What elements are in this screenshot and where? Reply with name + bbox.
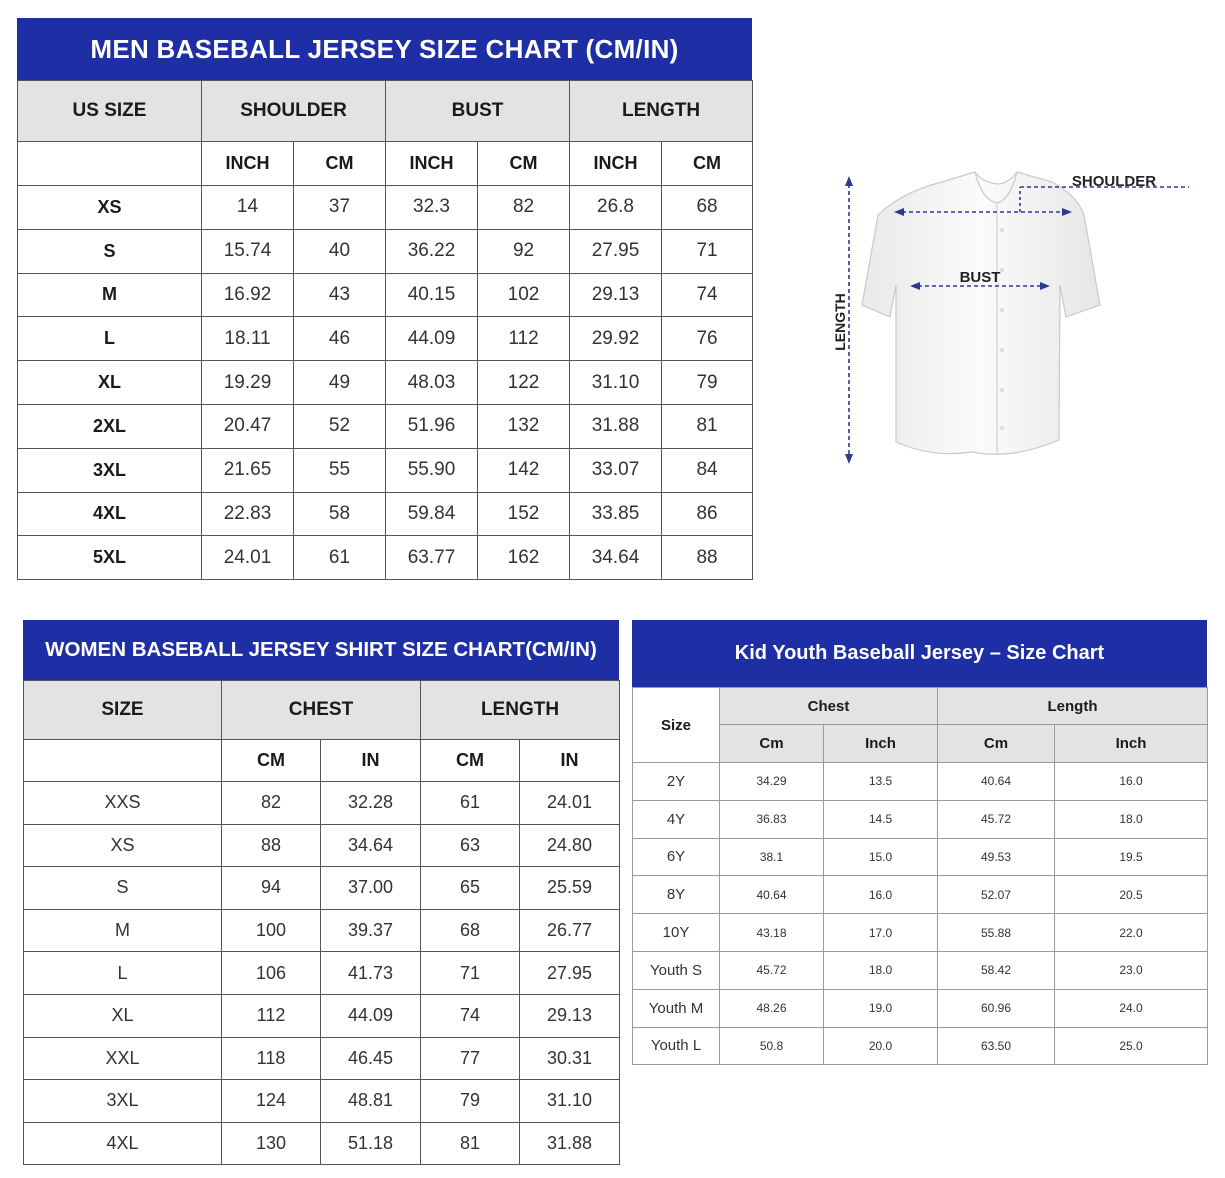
men-value-cell: 20.47 bbox=[202, 404, 294, 448]
men-value-cell: 48.03 bbox=[386, 361, 478, 405]
men-table-row bbox=[18, 273, 753, 317]
men-value-cell: 16.92 bbox=[202, 273, 294, 317]
kid-value-cell: 38.1 bbox=[720, 838, 824, 876]
kid-value-cell: 55.88 bbox=[938, 914, 1055, 952]
women-value-cell: 63 bbox=[421, 824, 520, 867]
men-value-cell: 22.83 bbox=[202, 492, 294, 536]
women-value-cell: 74 bbox=[421, 994, 520, 1037]
men-value-cell: 102 bbox=[478, 273, 570, 317]
women-table-row bbox=[24, 1080, 620, 1123]
women-value-cell: 51.18 bbox=[321, 1122, 421, 1165]
kid-header-size: Size bbox=[633, 688, 720, 763]
kid-size-cell: 8Y bbox=[633, 876, 720, 914]
kid-value-cell: 45.72 bbox=[938, 800, 1055, 838]
men-value-cell: 36.22 bbox=[386, 229, 478, 273]
women-table-body bbox=[24, 782, 620, 1165]
kid-value-cell: 20.5 bbox=[1055, 876, 1208, 914]
men-value-cell: 61 bbox=[294, 536, 386, 580]
men-value-cell: 33.85 bbox=[570, 492, 662, 536]
women-value-cell: 124 bbox=[222, 1080, 321, 1123]
men-header-length: LENGTH bbox=[570, 81, 753, 142]
men-value-cell: 26.8 bbox=[570, 186, 662, 230]
kid-size-table bbox=[632, 687, 1208, 1065]
women-size-cell: L bbox=[24, 952, 222, 995]
men-table-row bbox=[18, 361, 753, 405]
women-value-cell: 34.64 bbox=[321, 824, 421, 867]
women-unit: IN bbox=[520, 740, 620, 782]
men-table-row bbox=[18, 492, 753, 536]
men-value-cell: 55 bbox=[294, 448, 386, 492]
men-value-cell: 40.15 bbox=[386, 273, 478, 317]
men-unit: CM bbox=[294, 142, 386, 186]
women-value-cell: 46.45 bbox=[321, 1037, 421, 1080]
women-table-row bbox=[24, 782, 620, 825]
kid-size-cell: Youth L bbox=[633, 1027, 720, 1065]
kid-value-cell: 13.5 bbox=[824, 763, 938, 801]
men-value-cell: 21.65 bbox=[202, 448, 294, 492]
kid-unit-row bbox=[633, 725, 1208, 763]
men-chart-title: MEN BASEBALL JERSEY SIZE CHART (CM/IN) bbox=[17, 18, 752, 80]
women-value-cell: 48.81 bbox=[321, 1080, 421, 1123]
women-header-size: SIZE bbox=[24, 681, 222, 740]
men-size-cell: S bbox=[18, 229, 202, 273]
kid-value-cell: 60.96 bbox=[938, 989, 1055, 1027]
kid-value-cell: 34.29 bbox=[720, 763, 824, 801]
kid-value-cell: 49.53 bbox=[938, 838, 1055, 876]
men-value-cell: 33.07 bbox=[570, 448, 662, 492]
men-size-cell: 2XL bbox=[18, 404, 202, 448]
kid-unit: Cm bbox=[720, 725, 824, 763]
jersey-measurement-diagram bbox=[812, 160, 1212, 470]
men-value-cell: 43 bbox=[294, 273, 386, 317]
men-table-row bbox=[18, 448, 753, 492]
men-unit: CM bbox=[662, 142, 753, 186]
men-value-cell: 132 bbox=[478, 404, 570, 448]
kid-value-cell: 23.0 bbox=[1055, 951, 1208, 989]
kid-table-row bbox=[633, 763, 1208, 801]
kid-value-cell: 48.26 bbox=[720, 989, 824, 1027]
men-value-cell: 71 bbox=[662, 229, 753, 273]
men-header-row bbox=[18, 81, 753, 142]
kid-table-row bbox=[633, 800, 1208, 838]
men-size-cell: XS bbox=[18, 186, 202, 230]
men-value-cell: 122 bbox=[478, 361, 570, 405]
men-value-cell: 142 bbox=[478, 448, 570, 492]
men-header-size: US SIZE bbox=[18, 81, 202, 142]
men-value-cell: 31.10 bbox=[570, 361, 662, 405]
kid-header-row bbox=[633, 688, 1208, 725]
men-table-row bbox=[18, 404, 753, 448]
men-value-cell: 51.96 bbox=[386, 404, 478, 448]
men-value-cell: 84 bbox=[662, 448, 753, 492]
women-value-cell: 30.31 bbox=[520, 1037, 620, 1080]
men-header-shoulder: SHOULDER bbox=[202, 81, 386, 142]
men-value-cell: 92 bbox=[478, 229, 570, 273]
women-value-cell: 29.13 bbox=[520, 994, 620, 1037]
men-value-cell: 58 bbox=[294, 492, 386, 536]
women-value-cell: 61 bbox=[421, 782, 520, 825]
men-value-cell: 34.64 bbox=[570, 536, 662, 580]
kid-value-cell: 22.0 bbox=[1055, 914, 1208, 952]
kid-chart-title: Kid Youth Baseball Jersey – Size Chart bbox=[632, 620, 1207, 687]
men-value-cell: 81 bbox=[662, 404, 753, 448]
kid-value-cell: 45.72 bbox=[720, 951, 824, 989]
women-value-cell: 77 bbox=[421, 1037, 520, 1080]
women-value-cell: 24.80 bbox=[520, 824, 620, 867]
women-table-row bbox=[24, 824, 620, 867]
men-table-row bbox=[18, 536, 753, 580]
kid-value-cell: 19.0 bbox=[824, 989, 938, 1027]
men-value-cell: 24.01 bbox=[202, 536, 294, 580]
women-value-cell: 100 bbox=[222, 909, 321, 952]
women-header-length: LENGTH bbox=[421, 681, 620, 740]
women-value-cell: 25.59 bbox=[520, 867, 620, 910]
kid-value-cell: 15.0 bbox=[824, 838, 938, 876]
women-value-cell: 27.95 bbox=[520, 952, 620, 995]
men-value-cell: 29.92 bbox=[570, 317, 662, 361]
kid-unit: Cm bbox=[938, 725, 1055, 763]
women-value-cell: 24.01 bbox=[520, 782, 620, 825]
men-unit: CM bbox=[478, 142, 570, 186]
kid-table-row bbox=[633, 876, 1208, 914]
women-value-cell: 112 bbox=[222, 994, 321, 1037]
kid-value-cell: 18.0 bbox=[824, 951, 938, 989]
women-unit: IN bbox=[321, 740, 421, 782]
men-value-cell: 15.74 bbox=[202, 229, 294, 273]
men-value-cell: 79 bbox=[662, 361, 753, 405]
men-table-row bbox=[18, 186, 753, 230]
men-value-cell: 59.84 bbox=[386, 492, 478, 536]
kid-size-cell: 2Y bbox=[633, 763, 720, 801]
men-value-cell: 152 bbox=[478, 492, 570, 536]
women-size-cell: XS bbox=[24, 824, 222, 867]
men-size-cell: 4XL bbox=[18, 492, 202, 536]
kid-value-cell: 40.64 bbox=[720, 876, 824, 914]
men-value-cell: 76 bbox=[662, 317, 753, 361]
men-value-cell: 29.13 bbox=[570, 273, 662, 317]
women-size-cell: 3XL bbox=[24, 1080, 222, 1123]
kid-size-cell: 10Y bbox=[633, 914, 720, 952]
men-size-cell: M bbox=[18, 273, 202, 317]
kid-value-cell: 63.50 bbox=[938, 1027, 1055, 1065]
men-unit-blank bbox=[18, 142, 202, 186]
women-size-cell: XL bbox=[24, 994, 222, 1037]
men-value-cell: 46 bbox=[294, 317, 386, 361]
men-table-row bbox=[18, 317, 753, 361]
men-value-cell: 86 bbox=[662, 492, 753, 536]
kid-value-cell: 16.0 bbox=[1055, 763, 1208, 801]
women-chart-title: WOMEN BASEBALL JERSEY SHIRT SIZE CHART(CM/IN) bbox=[23, 620, 619, 680]
kid-value-cell: 18.0 bbox=[1055, 800, 1208, 838]
kid-value-cell: 25.0 bbox=[1055, 1027, 1208, 1065]
kid-table-body bbox=[633, 763, 1208, 1065]
kid-size-cell: Youth S bbox=[633, 951, 720, 989]
men-size-chart bbox=[17, 18, 752, 580]
kid-table-row bbox=[633, 914, 1208, 952]
men-value-cell: 63.77 bbox=[386, 536, 478, 580]
women-table-row bbox=[24, 1037, 620, 1080]
men-header-bust: BUST bbox=[386, 81, 570, 142]
men-value-cell: 44.09 bbox=[386, 317, 478, 361]
men-value-cell: 68 bbox=[662, 186, 753, 230]
men-value-cell: 32.3 bbox=[386, 186, 478, 230]
women-table-row bbox=[24, 867, 620, 910]
women-size-cell: S bbox=[24, 867, 222, 910]
kid-unit: Inch bbox=[824, 725, 938, 763]
men-value-cell: 162 bbox=[478, 536, 570, 580]
kid-header-length: Length bbox=[938, 688, 1208, 725]
kid-unit: Inch bbox=[1055, 725, 1208, 763]
kid-value-cell: 40.64 bbox=[938, 763, 1055, 801]
men-value-cell: 88 bbox=[662, 536, 753, 580]
men-value-cell: 112 bbox=[478, 317, 570, 361]
women-value-cell: 44.09 bbox=[321, 994, 421, 1037]
women-value-cell: 79 bbox=[421, 1080, 520, 1123]
kid-table-row bbox=[633, 838, 1208, 876]
kid-value-cell: 24.0 bbox=[1055, 989, 1208, 1027]
kid-table-row bbox=[633, 1027, 1208, 1065]
kid-value-cell: 14.5 bbox=[824, 800, 938, 838]
men-size-cell: 5XL bbox=[18, 536, 202, 580]
men-unit: INCH bbox=[386, 142, 478, 186]
women-size-chart bbox=[23, 620, 619, 1165]
men-value-cell: 14 bbox=[202, 186, 294, 230]
men-size-cell: 3XL bbox=[18, 448, 202, 492]
women-header-row bbox=[24, 681, 620, 740]
men-value-cell: 52 bbox=[294, 404, 386, 448]
men-size-cell: XL bbox=[18, 361, 202, 405]
women-value-cell: 94 bbox=[222, 867, 321, 910]
kid-size-cell: 6Y bbox=[633, 838, 720, 876]
women-value-cell: 68 bbox=[421, 909, 520, 952]
kid-value-cell: 50.8 bbox=[720, 1027, 824, 1065]
women-unit-blank bbox=[24, 740, 222, 782]
men-value-cell: 27.95 bbox=[570, 229, 662, 273]
kid-table-row bbox=[633, 989, 1208, 1027]
women-size-table bbox=[23, 680, 620, 1165]
women-value-cell: 81 bbox=[421, 1122, 520, 1165]
women-table-row bbox=[24, 1122, 620, 1165]
kid-header-chest: Chest bbox=[720, 688, 938, 725]
men-table-row bbox=[18, 229, 753, 273]
kid-value-cell: 58.42 bbox=[938, 951, 1055, 989]
men-value-cell: 74 bbox=[662, 273, 753, 317]
kid-table-row bbox=[633, 951, 1208, 989]
women-value-cell: 65 bbox=[421, 867, 520, 910]
men-value-cell: 37 bbox=[294, 186, 386, 230]
men-value-cell: 82 bbox=[478, 186, 570, 230]
women-value-cell: 88 bbox=[222, 824, 321, 867]
bust-label: BUST bbox=[959, 269, 1001, 286]
men-size-table bbox=[17, 80, 753, 580]
kid-value-cell: 17.0 bbox=[824, 914, 938, 952]
women-unit-row bbox=[24, 740, 620, 782]
women-value-cell: 39.37 bbox=[321, 909, 421, 952]
men-unit: INCH bbox=[202, 142, 294, 186]
women-value-cell: 37.00 bbox=[321, 867, 421, 910]
length-label: LENGTH bbox=[832, 293, 848, 351]
women-size-cell: XXS bbox=[24, 782, 222, 825]
men-size-cell: L bbox=[18, 317, 202, 361]
men-value-cell: 19.29 bbox=[202, 361, 294, 405]
women-unit: CM bbox=[421, 740, 520, 782]
women-unit: CM bbox=[222, 740, 321, 782]
men-unit-row bbox=[18, 142, 753, 186]
jersey-diagram-svg bbox=[812, 160, 1212, 470]
kid-size-chart bbox=[632, 620, 1207, 1065]
kid-value-cell: 36.83 bbox=[720, 800, 824, 838]
men-value-cell: 18.11 bbox=[202, 317, 294, 361]
women-value-cell: 106 bbox=[222, 952, 321, 995]
men-table-body bbox=[18, 186, 753, 580]
women-table-row bbox=[24, 909, 620, 952]
kid-value-cell: 20.0 bbox=[824, 1027, 938, 1065]
women-size-cell: XXL bbox=[24, 1037, 222, 1080]
kid-value-cell: 52.07 bbox=[938, 876, 1055, 914]
women-value-cell: 130 bbox=[222, 1122, 321, 1165]
women-table-row bbox=[24, 994, 620, 1037]
kid-size-cell: 4Y bbox=[633, 800, 720, 838]
women-value-cell: 82 bbox=[222, 782, 321, 825]
women-size-cell: M bbox=[24, 909, 222, 952]
kid-value-cell: 19.5 bbox=[1055, 838, 1208, 876]
women-header-chest: CHEST bbox=[222, 681, 421, 740]
women-value-cell: 71 bbox=[421, 952, 520, 995]
women-value-cell: 41.73 bbox=[321, 952, 421, 995]
men-unit: INCH bbox=[570, 142, 662, 186]
women-value-cell: 31.88 bbox=[520, 1122, 620, 1165]
men-value-cell: 40 bbox=[294, 229, 386, 273]
women-value-cell: 32.28 bbox=[321, 782, 421, 825]
women-table-row bbox=[24, 952, 620, 995]
women-value-cell: 26.77 bbox=[520, 909, 620, 952]
kid-value-cell: 43.18 bbox=[720, 914, 824, 952]
women-value-cell: 31.10 bbox=[520, 1080, 620, 1123]
women-value-cell: 118 bbox=[222, 1037, 321, 1080]
men-value-cell: 31.88 bbox=[570, 404, 662, 448]
kid-value-cell: 16.0 bbox=[824, 876, 938, 914]
men-value-cell: 49 bbox=[294, 361, 386, 405]
shoulder-label: SHOULDER bbox=[1071, 173, 1157, 190]
men-value-cell: 55.90 bbox=[386, 448, 478, 492]
women-size-cell: 4XL bbox=[24, 1122, 222, 1165]
kid-size-cell: Youth M bbox=[633, 989, 720, 1027]
